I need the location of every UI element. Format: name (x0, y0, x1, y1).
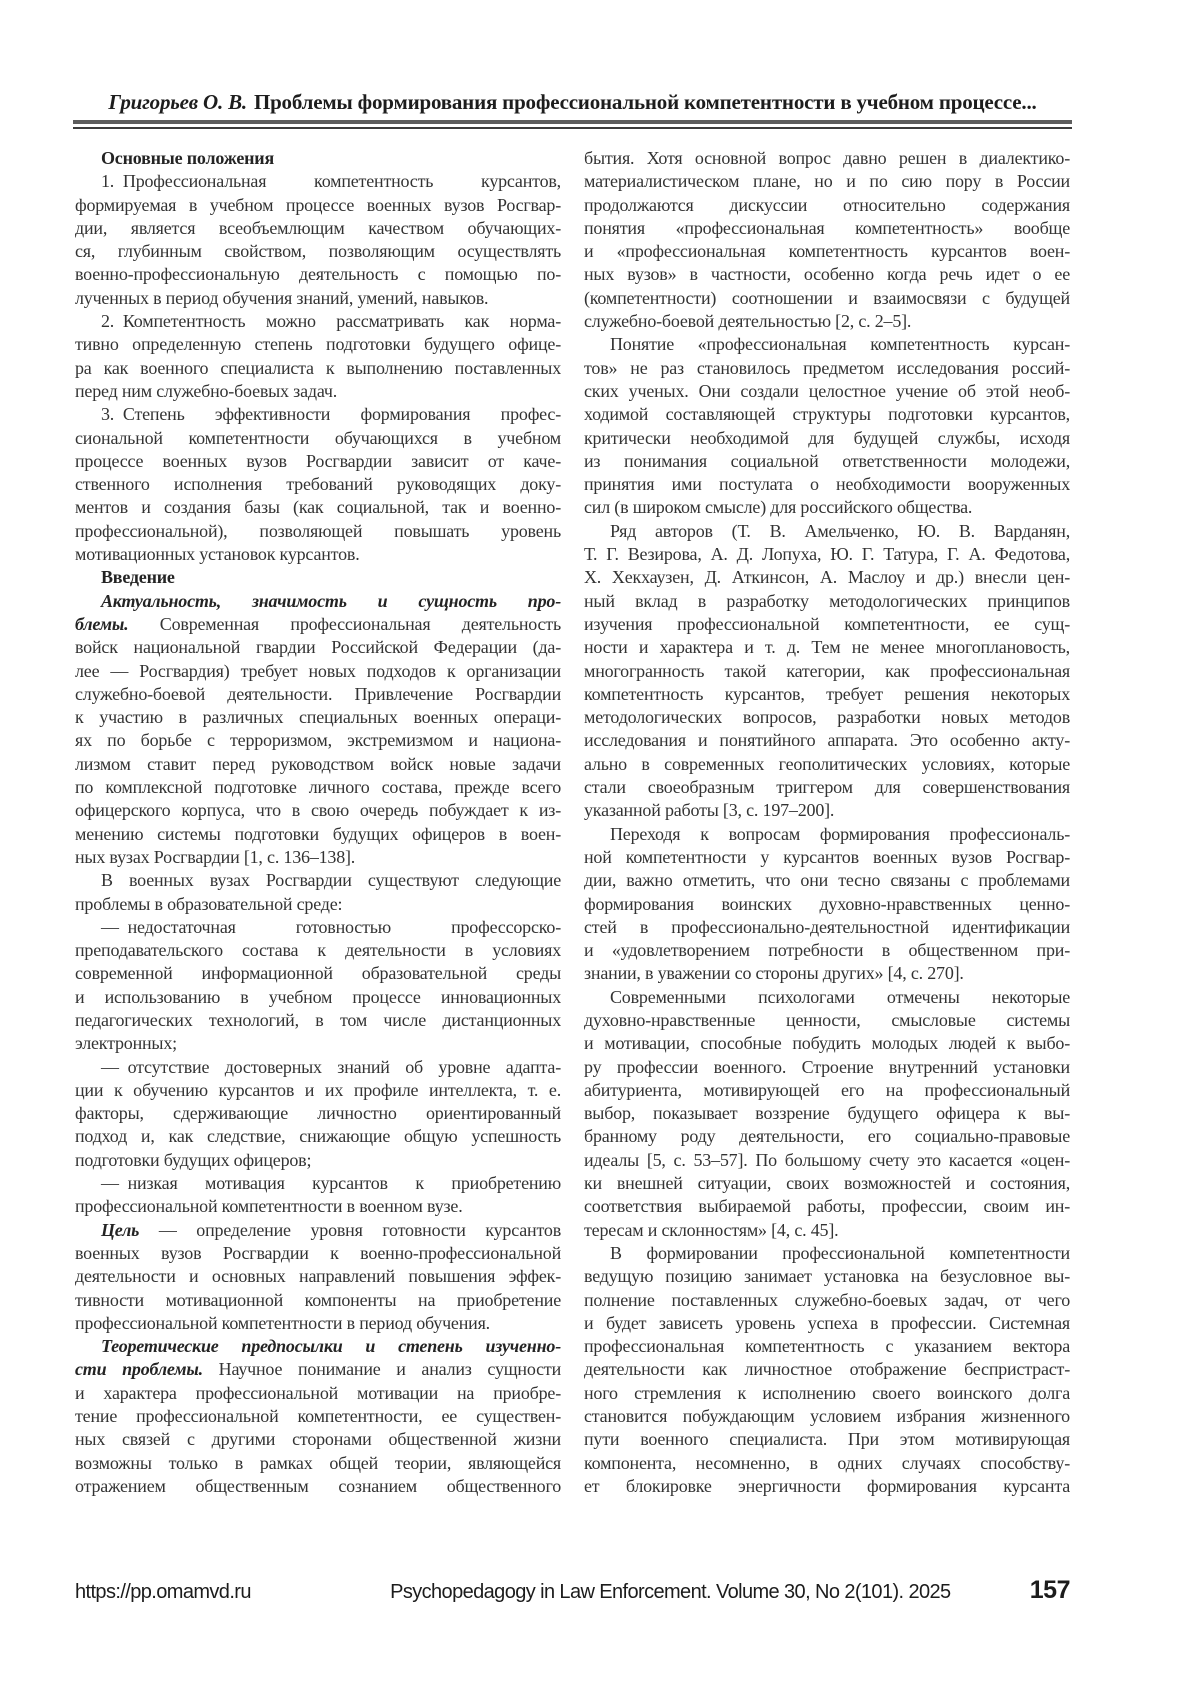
text-line: ственного исполнения требований руководящих доку- (75, 474, 561, 495)
text-line: современной информационной образовательной среды (75, 963, 561, 984)
text-line: и использованию в учебном процессе инновационных (75, 986, 561, 1007)
text-line: военно-профессиональную деятельность с помощью по- (75, 264, 561, 285)
running-head-title: Проблемы формирования профессиональной компетентности в учебном процессе... (253, 90, 1037, 114)
column-left (75, 147, 561, 1498)
text-line: ции к обучению курсантов и их профиле интеллекта, т. е. (75, 1079, 561, 1100)
text-line: критически необходимой для будущей службы, исходя (584, 427, 1070, 448)
text-line: служебно-боевой деятельности. Привлечение Росгвардии (75, 683, 561, 704)
text-line: формирования воинских духовно-нравственных ценно- (584, 893, 1070, 914)
text-line: проблемы в образовательной среде: (75, 893, 343, 914)
text-line: становится побуждающим условием избрания жизненного (584, 1406, 1070, 1427)
text-line: ях по борьбе с терроризмом, экстремизмом и национа- (75, 730, 561, 751)
text-line: стали своеобразным триггером для совершенствования (584, 777, 1070, 798)
text-line: ру профессии военного. Строение внутренний установки (584, 1056, 1070, 1077)
text-line: Введение (101, 567, 175, 588)
text-line: лученных в период обучения знаний, умений, навыков. (75, 287, 489, 308)
text-line: лизмом ставит перед руководством войск новые задачи (75, 753, 561, 774)
text-line: дии, важно отметить, что они тесно связаны с проблемами (584, 870, 1070, 891)
text-line: подготовки будущих офицеров; (75, 1149, 312, 1170)
text-line: ных связей с другими сторонами общественной жизни (75, 1429, 561, 1450)
text-line: перед ним служебно-боевых задач. (75, 380, 338, 401)
text-line: тивности мотивационной компоненты на приобретение (75, 1289, 561, 1310)
text-line: и будет зависеть уровень успеха в профессии. Системная (584, 1312, 1070, 1333)
text-line: профессиональной компетентности в период обучения. (75, 1312, 490, 1333)
text-line: возможны только в рамках общей теории, являющейся (75, 1452, 561, 1473)
text-line: идеалы [5, с. 53–57]. По большому счету это касается «оцен- (584, 1149, 1070, 1170)
page-number: 157 (1029, 1576, 1070, 1604)
text-line: (компетентности) соотношении и взаимосвязи с будущей (584, 287, 1070, 308)
text-line: ра как военного специалиста к выполнению поставленных (75, 357, 561, 378)
article-body (75, 147, 1070, 1498)
text-line: блемы. Современная профессиональная деятельность (75, 613, 561, 634)
journal-url: https://pp.omamvd.ru (75, 1581, 251, 1603)
text-line: Переходя к вопросам формирования профессиональ- (610, 823, 1070, 844)
text-line: компонента, несомненно, в одних случаях способству- (584, 1452, 1070, 1473)
text-line: Цель — определение уровня готовности курсантов (101, 1219, 561, 1240)
text-line: соответствия выбираемой работы, профессии, своим ин- (584, 1196, 1070, 1217)
text-line: служебно-боевой деятельностью [2, с. 2–5]. (584, 311, 912, 332)
text-line: подход и, как следствие, снижающие общую успешность (75, 1126, 561, 1147)
text-line: полнение поставленных служебно-боевых задач, от чего (584, 1289, 1070, 1310)
text-line: Х. Хекхаузен, Д. Аткинсон, А. Маслоу и др.) внесли цен- (584, 567, 1070, 588)
text-line: мотивационных установок курсантов. (75, 544, 360, 565)
text-line: — низкая мотивация курсантов к приобретению (101, 1173, 561, 1194)
text-line: ного стремления к исполнению своего воинского долга (584, 1382, 1070, 1403)
text-line: 1. Профессиональная компетентность курсантов, (101, 171, 561, 192)
text-line: ных вузов» в частности, особенно когда речь идет о ее (584, 264, 1070, 285)
text-line: Актуальность, значимость и сущность про- (101, 590, 561, 611)
text-line: пути военного специалиста. При этом мотивирующая (584, 1429, 1070, 1450)
text-line: понятия «профессиональная компетентность» вообще (584, 217, 1070, 238)
text-line: к участию в различных специальных военных операци- (75, 707, 561, 728)
text-line: изучения профессиональной компетентности, ее сущ- (584, 613, 1070, 634)
text-line: дии, является всеобъемлющим качеством обучающих- (75, 217, 561, 238)
text-line: ально в современных геополитических условиях, которые (584, 753, 1070, 774)
text-line: 2. Компетентность можно рассматривать как норма- (101, 311, 561, 332)
text-line: бранному роду деятельности, его социально-правовые (584, 1126, 1070, 1147)
text-line: материалистическом плане, но и по сию пору в России (584, 171, 1070, 192)
text-line: выбор, показывает воззрение будущего офицера к вы- (584, 1103, 1070, 1124)
text-line: ных вузах Росгвардии [1, с. 136–138]. (75, 846, 356, 867)
text-line: ведущую позицию занимает установка на безусловное вы- (584, 1266, 1070, 1287)
text-line: офицерского корпуса, что в свою очередь побуждает к из- (75, 800, 561, 821)
text-line: ности и характера и т. д. Тем не менее многоплановость, (584, 637, 1070, 658)
text-line: Т. Г. Везирова, А. Д. Лопуха, Ю. Г. Татура, Г. А. Федотова, (584, 544, 1070, 565)
page-footer (75, 1576, 1070, 1605)
text-line: и характера профессиональной мотивации на приобре- (75, 1382, 561, 1403)
text-line: абитуриента, мотивирующей его на профессиональный (584, 1079, 1070, 1100)
text-line: бытия. Хотя основной вопрос давно решен в диалектико- (584, 148, 1070, 168)
text-line: электронных; (75, 1033, 177, 1054)
text-line: — отсутствие достоверных знаний об уровне адапта- (101, 1056, 561, 1077)
text-line: деятельности и основных направлений повышения эффек- (75, 1266, 561, 1287)
text-line: профессиональная компетентность с указанием вектора (584, 1336, 1070, 1357)
text-line: по комплексной подготовке личного состава, прежде всего (75, 777, 561, 798)
text-line: Понятие «профессиональная компетентность курсан- (610, 334, 1070, 355)
text-line: тивно определенную степень подготовки будущего офице- (75, 334, 561, 355)
text-line: принятия ими постулата о необходимости вооруженных (584, 474, 1070, 495)
text-line: ментов и создания базы (как социальной, так и военно- (75, 497, 561, 518)
text-line: тение профессиональной компетентности, ее существен- (75, 1406, 561, 1427)
text-line: Основные положения (101, 148, 275, 168)
text-line: менению системы подготовки будущих офицеров в воен- (75, 823, 561, 844)
text-line: из понимания социальной ответственности молодежи, (584, 450, 1070, 471)
text-line: В военных вузах Росгвардии существуют следующие (101, 870, 561, 891)
text-line: — недостаточная готовностью профессорско- (101, 916, 561, 937)
text-line: ный вклад в разработку методологических принципов (584, 590, 1070, 611)
text-line: стей в профессионально-деятельностной идентификации (584, 916, 1070, 937)
text-line: сил (в широком смысле) для российского общества. (584, 497, 973, 518)
text-line: компетентность курсантов, требует решения некоторых (584, 683, 1070, 704)
text-line: ной компетентности у курсантов военных вузов Росгвар- (584, 846, 1070, 867)
text-line: ских ученых. Они создали целостное учение об этой необ- (584, 380, 1070, 401)
text-line: 3. Степень эффективности формирования профес- (101, 404, 561, 425)
text-line: процессе военных вузов Росгвардии зависит от каче- (75, 450, 561, 471)
text-line: и «профессиональная компетентность курсантов воен- (584, 241, 1070, 262)
text-line: педагогических технологий, в том числе дистанционных (75, 1009, 561, 1030)
text-line: профессиональной), позволяющей повышать уровень (75, 520, 561, 541)
text-line: тов» не раз становилось предметом исследования россий- (584, 357, 1070, 378)
text-line: ки внешней ситуации, своих возможностей и состояния, (584, 1173, 1070, 1194)
column-right (584, 147, 1070, 1498)
text-line: формируемая в учебном процессе военных вузов Росгвар- (75, 194, 561, 215)
text-line: многогранность такой категории, как профессиональная (584, 660, 1070, 681)
text-line: указанной работы [3, с. 197–200]. (584, 800, 835, 821)
text-line: и «удовлетворением потребности в общественном при- (584, 940, 1070, 961)
text-line: преподавательского состава к деятельности в условиях (75, 940, 561, 961)
running-head (75, 90, 1070, 115)
text-line: лее — Росгвардия) требует новых подходов к организации (75, 660, 561, 681)
text-line: ет блокировке энергичности формирования курсанта (584, 1475, 1070, 1496)
text-line: продолжаются дискуссии относительно содержания (584, 194, 1070, 215)
header-rule (73, 120, 1072, 129)
text-line: духовно-нравственные ценности, смысловые системы (584, 1009, 1070, 1030)
text-line: тересам и склонностям» [4, с. 45]. (584, 1219, 839, 1240)
text-line: военных вузов Росгвардии к военно-профессиональной (75, 1242, 561, 1263)
text-line: профессиональной компетентности в военном вузе. (75, 1196, 463, 1217)
journal-citation: Psychopedagogy in Law Enforcement. Volume 30, No 2(101). 2025 (390, 1581, 951, 1603)
text-line: войск национальной гвардии Российской Федерации (да- (75, 637, 561, 658)
text-line: Современными психологами отмечены некоторые (610, 986, 1070, 1007)
text-line: знании, в уважении со стороны других» [4, с. 270]. (584, 963, 964, 984)
running-head-author: Григорьев О. В. (108, 90, 247, 114)
text-line: Теоретические предпосылки и степень изученно- (101, 1336, 561, 1357)
text-line: ся, глубинным свойством, позволяющим осуществлять (75, 241, 561, 262)
text-line: В формировании профессиональной компетентности (610, 1242, 1070, 1263)
text-line: сиональной компетентности обучающихся в учебном (75, 427, 561, 448)
text-line: факторы, сдерживающие личностно ориентированный (75, 1103, 561, 1124)
text-line: методологических вопросов, разработки новых методов (584, 707, 1070, 728)
text-line: исследования и понятийного аппарата. Это особенно акту- (584, 730, 1070, 751)
text-line: сти проблемы. Научное понимание и анализ сущности (75, 1359, 561, 1380)
text-line: ходимой составляющей структуры подготовки курсантов, (584, 404, 1070, 425)
text-line: Ряд авторов (Т. В. Амельченко, Ю. В. Варданян, (610, 520, 1070, 541)
text-line: деятельности как личностное отображение беспристраст- (584, 1359, 1070, 1380)
text-line: отражением общественным сознанием общественного (75, 1475, 561, 1496)
text-line: и мотивации, способные побудить молодых людей к выбо- (584, 1033, 1070, 1054)
